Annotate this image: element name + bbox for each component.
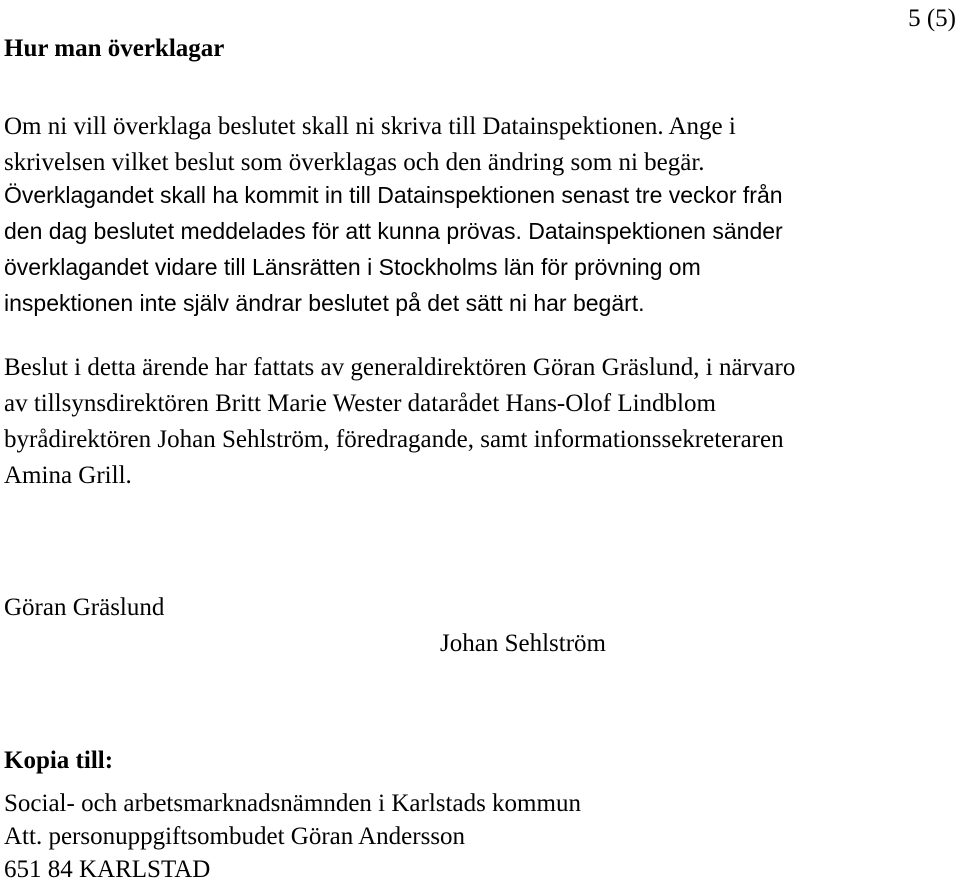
paragraph-line: Om ni vill överklaga beslutet skall ni skriva till Datainspektionen. Ange i xyxy=(4,113,736,140)
section-heading: Hur man överklagar xyxy=(4,35,225,62)
paragraph-line: Amina Grill. xyxy=(4,462,132,489)
decision-paragraph xyxy=(4,350,956,494)
paragraph-line: överklagandet vidare till Länsrätten i Stockholms län för prövning om xyxy=(4,254,701,280)
paragraph-line: Beslut i detta ärende har fattats av generaldirektören Göran Gräslund, i närvaro xyxy=(4,354,796,381)
paragraph-line: inspektionen inte själv ändrar beslutet på det sätt ni har begärt. xyxy=(4,290,645,316)
appeal-paragraph xyxy=(4,109,956,181)
appeal-paragraph-continued xyxy=(4,177,956,321)
copy-to-heading: Kopia till: xyxy=(4,747,114,774)
copy-to-line: Att. personuppgiftsombudet Göran Andersson xyxy=(4,823,466,850)
page-number: 5 (5) xyxy=(908,5,956,32)
copy-to-line: Social- och arbetsmarknadsnämnden i Karlstads kommun xyxy=(4,790,581,817)
paragraph-line: av tillsynsdirektören Britt Marie Wester datarådet Hans-Olof Lindblom xyxy=(4,390,716,417)
paragraph-line: Överklagandet skall ha kommit in till Datainspektionen senast tre veckor från xyxy=(4,182,783,208)
paragraph-line: skrivelsen vilket beslut som överklagas och den ändring som ni begär. xyxy=(4,149,705,176)
paragraph-line: byrådirektören Johan Sehlström, föredragande, samt informationssekreteraren xyxy=(4,426,784,453)
signature-first: Göran Gräslund xyxy=(4,594,165,621)
paragraph-line: den dag beslutet meddelades för att kunna prövas. Datainspektionen sänder xyxy=(4,218,783,244)
copy-to-line: 651 84 KARLSTAD xyxy=(4,856,211,883)
signature-second: Johan Sehlström xyxy=(440,630,606,657)
